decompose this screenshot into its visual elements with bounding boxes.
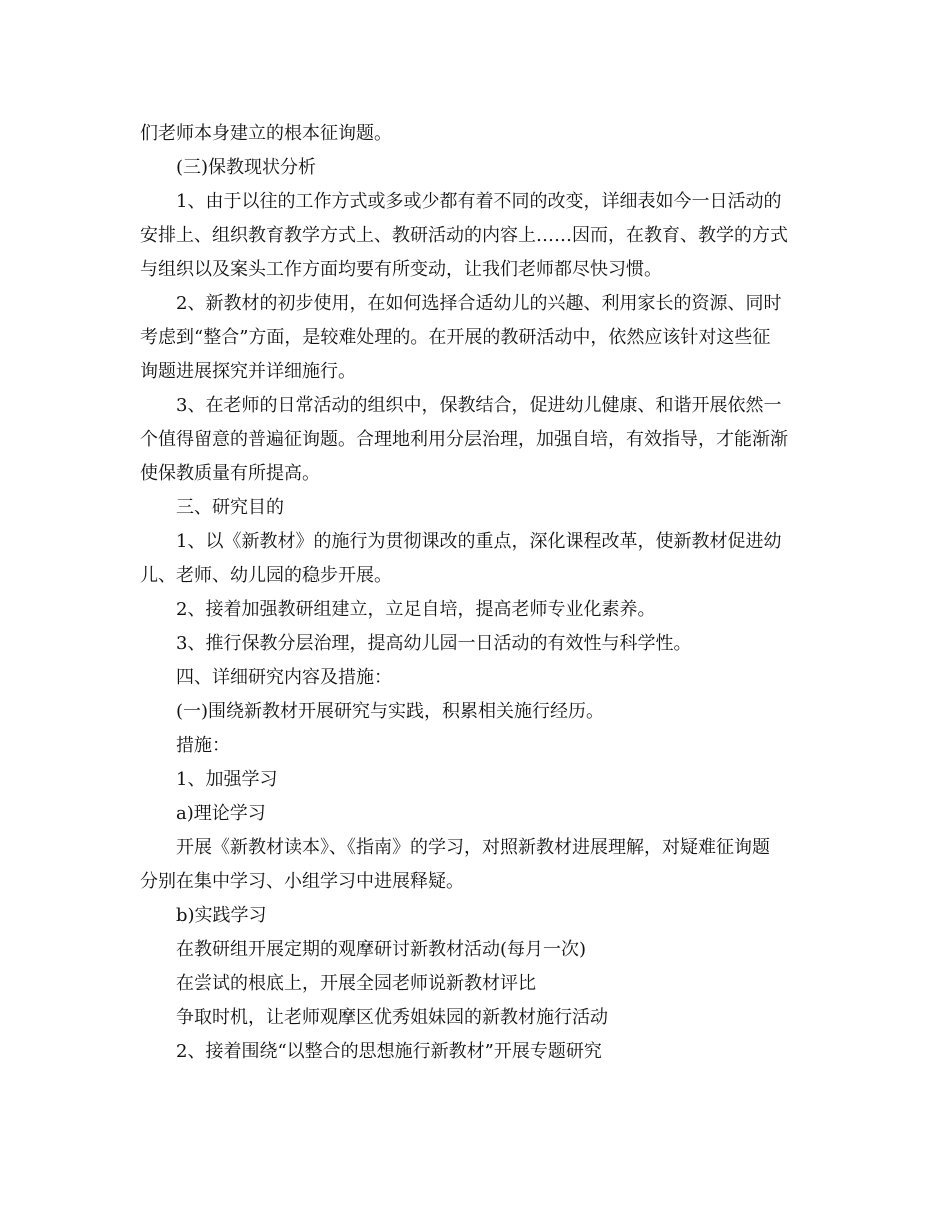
paragraph-point-2 — [140, 287, 812, 389]
paragraph-point-1 — [140, 185, 812, 287]
text-line: 安排上、组织教育教学方式上、教研活动的内容上……因而，在教育、教学的方式 — [140, 225, 788, 246]
paragraph-goal-3 — [140, 627, 812, 661]
subsection-heading-new-materials — [140, 695, 812, 729]
paragraph-continuation — [140, 117, 812, 151]
text-line: 们老师本身建立的根本征询题。 — [140, 123, 392, 144]
text-line: 2、接着加强教研组建立，立足自培，提高老师专业化素养。 — [176, 599, 656, 620]
paragraph-point-3 — [140, 389, 812, 491]
text-line: 四、详细研究内容及措施： — [176, 667, 392, 688]
text-line: 与组织以及案头工作方面均要有所变动，让我们老师都尽快习惯。 — [140, 259, 662, 280]
item-theory-learning — [140, 797, 812, 831]
practice-item-1 — [140, 933, 812, 967]
practice-item-2 — [140, 967, 812, 1001]
text-line: 1、以《新教材》的施行为贯彻课改的重点，深化课程改革，使新教材促进幼 — [176, 531, 782, 552]
text-line: 儿、老师、幼儿园的稳步开展。 — [140, 565, 392, 586]
text-line: 考虑到“整合”方面，是较难处理的。在开展的教研活动中，依然应该针对这些征 — [140, 327, 771, 348]
label-measures — [140, 729, 812, 763]
text-line: 询题进展探究并详细施行。 — [140, 361, 356, 382]
text-line: 在教研组开展定期的观摩研讨新教材活动(每月一次) — [176, 939, 587, 960]
paragraph-goal-2 — [140, 593, 812, 627]
item-topic-research — [140, 1035, 812, 1069]
item-strengthen-learning — [140, 763, 812, 797]
section-heading-status-analysis — [140, 151, 812, 185]
paragraph-theory-learning — [140, 831, 812, 899]
text-line: b)实践学习 — [176, 905, 267, 926]
text-line: 开展《新教材读本》、《指南》的学习，对照新教材进展理解，对疑难征询题 — [176, 837, 770, 858]
text-line: a)理论学习 — [176, 803, 266, 824]
text-line: 3、推行保教分层治理，提高幼儿园一日活动的有效性与科学性。 — [176, 633, 692, 654]
section-heading-content-measures — [140, 661, 812, 695]
text-line: 3、在老师的日常活动的组织中，保教结合，促进幼儿健康、和谐开展依然一 — [176, 395, 782, 416]
section-heading-research-goals — [140, 491, 812, 525]
text-line: 措施： — [176, 735, 230, 756]
document-body — [140, 117, 812, 1069]
practice-item-3 — [140, 1001, 812, 1035]
text-line: 争取时机，让老师观摩区优秀姐妹园的新教材施行活动 — [176, 1007, 608, 1028]
text-line: 在尝试的根底上，开展全园老师说新教材评比 — [176, 973, 536, 994]
text-line: 个值得留意的普遍征询题。合理地利用分层治理，加强自培，有效指导，才能渐渐 — [140, 429, 788, 450]
text-line: 三、研究目的 — [176, 497, 284, 518]
text-line: 2、新教材的初步使用，在如何选择合适幼儿的兴趣、利用家长的资源、同时 — [176, 293, 782, 314]
text-line: (一)围绕新教材开展研究与实践，积累相关施行经历。 — [176, 701, 605, 722]
text-line: 分别在集中学习、小组学习中进展释疑。 — [140, 871, 464, 892]
text-line: 1、由于以往的工作方式或多或少都有着不同的改变，详细表如今一日活动的 — [176, 191, 782, 212]
text-line: 使保教质量有所提高。 — [140, 463, 320, 484]
paragraph-goal-1 — [140, 525, 812, 593]
text-line: (三)保教现状分析 — [176, 157, 317, 178]
item-practice-learning — [140, 899, 812, 933]
text-line: 1、加强学习 — [176, 769, 278, 790]
text-line: 2、接着围绕“以整合的思想施行新教材”开展专题研究 — [176, 1041, 602, 1062]
